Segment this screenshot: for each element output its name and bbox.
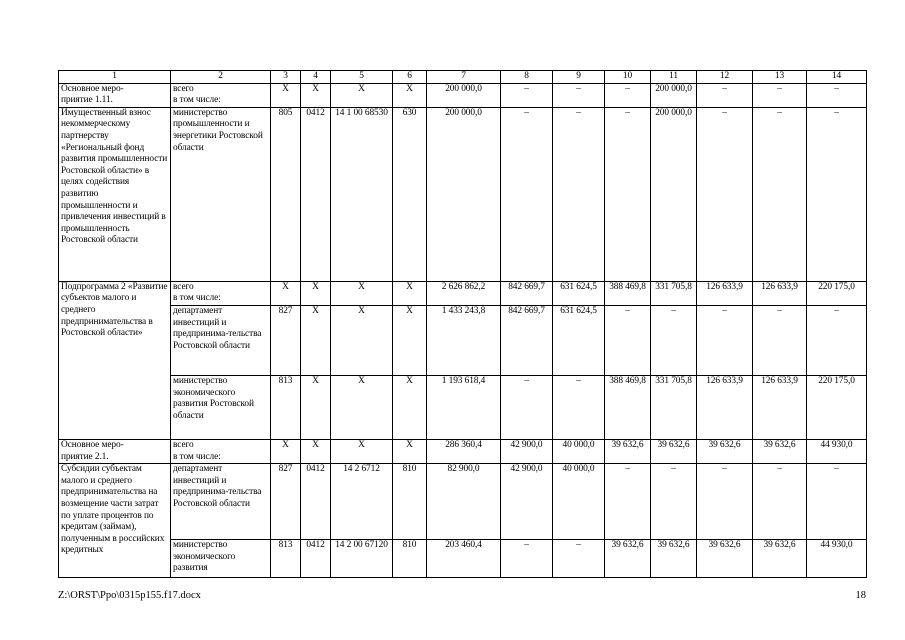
cell-c12: 39 632,6 [697, 540, 753, 578]
cell-c2: министерство промышленности и энергетики Ростовской области [171, 107, 271, 281]
cell-c8: 842 669,7 [501, 281, 553, 305]
cell-c13: – [753, 83, 807, 107]
cell-c5: Х [331, 305, 393, 375]
cell-c10: – [605, 305, 651, 375]
cell-c6: Х [393, 439, 427, 463]
cell-c12: 126 633,9 [697, 281, 753, 305]
cell-c6: 810 [393, 464, 427, 540]
cell-c8: 42 900,0 [501, 439, 553, 463]
cell-c13: – [753, 305, 807, 375]
cell-c5: Х [331, 83, 393, 107]
cell-c12: – [697, 83, 753, 107]
col-header-2: 2 [171, 71, 271, 84]
cell-c2: министерство экономического развития [171, 540, 271, 578]
cell-c10: – [605, 107, 651, 281]
cell-c11: 39 632,6 [651, 540, 697, 578]
cell-c10: 39 632,6 [605, 540, 651, 578]
cell-c14: – [807, 464, 867, 540]
cell-c5: 14 1 00 68530 [331, 107, 393, 281]
cell-c4: 0412 [301, 464, 331, 540]
cell-c9: 631 624,5 [553, 281, 605, 305]
cell-c10: 388 469,8 [605, 281, 651, 305]
cell-c11: 200 000,0 [651, 107, 697, 281]
cell-c8: 842 669,7 [501, 305, 553, 375]
cell-c7: 203 460,4 [427, 540, 501, 578]
cell-c5: 14 2 00 67120 [331, 540, 393, 578]
cell-c1: Подпрограмма 2 «Развитие субъектов малого и среднего предпринимательства в Ростовской области» [59, 281, 171, 439]
cell-c2: министерство экономического развития Ростовской области [171, 375, 271, 439]
cell-c3: Х [271, 439, 301, 463]
cell-c13: 126 633,9 [753, 375, 807, 439]
cell-c3: 827 [271, 464, 301, 540]
col-header-5: 5 [331, 71, 393, 84]
cell-c9: 40 000,0 [553, 439, 605, 463]
col-header-3: 3 [271, 71, 301, 84]
col-header-4: 4 [301, 71, 331, 84]
cell-c7: 1 433 243,8 [427, 305, 501, 375]
cell-c3: 827 [271, 305, 301, 375]
cell-c5: Х [331, 281, 393, 305]
cell-c10: 39 632,6 [605, 439, 651, 463]
cell-c12: – [697, 464, 753, 540]
cell-c6: Х [393, 305, 427, 375]
col-header-7: 7 [427, 71, 501, 84]
cell-c7: 200 000,0 [427, 107, 501, 281]
cell-c11: 331 705,8 [651, 281, 697, 305]
cell-c10: – [605, 83, 651, 107]
cell-c13: 39 632,6 [753, 439, 807, 463]
cell-c9: – [553, 540, 605, 578]
cell-c12: – [697, 107, 753, 281]
cell-c13: – [753, 107, 807, 281]
cell-c13: 39 632,6 [753, 540, 807, 578]
cell-c4: Х [301, 83, 331, 107]
cell-c5: Х [331, 439, 393, 463]
cell-c14: 44 930,0 [807, 540, 867, 578]
table-row [59, 540, 867, 578]
cell-c7: 1 193 618,4 [427, 375, 501, 439]
cell-c12: 126 633,9 [697, 375, 753, 439]
cell-c3: 813 [271, 540, 301, 578]
cell-c2: всего в том числе: [171, 83, 271, 107]
cell-c8: – [501, 540, 553, 578]
col-header-6: 6 [393, 71, 427, 84]
cell-c6: Х [393, 83, 427, 107]
cell-c6: 630 [393, 107, 427, 281]
cell-c1: Субсидии субъектам малого и среднего предпринимательства на возмещение части затрат по уплате процентов по кредитам (займам), полученным в российских кредитных [59, 464, 171, 578]
col-header-10: 10 [605, 71, 651, 84]
cell-c4: 0412 [301, 540, 331, 578]
cell-c1: Основное меро- приятие 1.11. [59, 83, 171, 107]
cell-c7: 200 000,0 [427, 83, 501, 107]
cell-c11: 39 632,6 [651, 439, 697, 463]
cell-c11: – [651, 305, 697, 375]
cell-c2: всего в том числе: [171, 439, 271, 463]
cell-c1: Основное меро- приятие 2.1. [59, 439, 171, 463]
cell-c6: Х [393, 281, 427, 305]
table-row [59, 375, 867, 439]
cell-c14: – [807, 305, 867, 375]
cell-c5: Х [331, 375, 393, 439]
col-header-8: 8 [501, 71, 553, 84]
col-header-11: 11 [651, 71, 697, 84]
table-row [59, 107, 867, 281]
footer-page-number: 18 [855, 590, 866, 601]
cell-c8: – [501, 83, 553, 107]
table-row [59, 305, 867, 375]
cell-c8: 42 900,0 [501, 464, 553, 540]
cell-c14: 220 175,0 [807, 281, 867, 305]
cell-c9: – [553, 107, 605, 281]
cell-c3: Х [271, 83, 301, 107]
table-row [59, 439, 867, 463]
cell-c4: Х [301, 439, 331, 463]
cell-c7: 2 626 862,2 [427, 281, 501, 305]
cell-c10: – [605, 464, 651, 540]
cell-c3: 813 [271, 375, 301, 439]
table-row [59, 281, 867, 305]
col-header-13: 13 [753, 71, 807, 84]
cell-c2: департамент инвестиций и предпринима-тельства Ростовской области [171, 305, 271, 375]
cell-c1: Имущественный взнос некоммерческому партнерству «Региональный фонд развития промышленности Ростовской области» в целях содействия развитию промышленности и привлечения инвестиций в промышленность Ростовской области [59, 107, 171, 281]
cell-c12: – [697, 305, 753, 375]
cell-c5: 14 2 6712 [331, 464, 393, 540]
cell-c12: 39 632,6 [697, 439, 753, 463]
cell-c11: 331 705,8 [651, 375, 697, 439]
cell-c6: 810 [393, 540, 427, 578]
col-header-12: 12 [697, 71, 753, 84]
cell-c2: всего в том числе: [171, 281, 271, 305]
cell-c9: – [553, 83, 605, 107]
col-header-9: 9 [553, 71, 605, 84]
table-row [59, 83, 867, 107]
cell-c8: – [501, 375, 553, 439]
cell-c9: 40 000,0 [553, 464, 605, 540]
cell-c4: Х [301, 375, 331, 439]
cell-c14: 220 175,0 [807, 375, 867, 439]
cell-c14: 44 930,0 [807, 439, 867, 463]
cell-c4: Х [301, 305, 331, 375]
col-header-14: 14 [807, 71, 867, 84]
footer-file-path: Z:\ORST\Ppo\0315p155.f17.docx [58, 590, 201, 601]
cell-c13: – [753, 464, 807, 540]
cell-c8: – [501, 107, 553, 281]
budget-table [58, 70, 867, 578]
header-row [59, 71, 867, 84]
cell-c14: – [807, 107, 867, 281]
cell-c7: 286 360,4 [427, 439, 501, 463]
cell-c2: департамент инвестиций и предпринима-тельства Ростовской области [171, 464, 271, 540]
cell-c6: Х [393, 375, 427, 439]
cell-c14: – [807, 83, 867, 107]
cell-c9: 631 624,5 [553, 305, 605, 375]
cell-c11: 200 000,0 [651, 83, 697, 107]
table-row [59, 464, 867, 540]
cell-c3: 805 [271, 107, 301, 281]
cell-c13: 126 633,9 [753, 281, 807, 305]
col-header-1: 1 [59, 71, 171, 84]
cell-c7: 82 900,0 [427, 464, 501, 540]
cell-c10: 388 469,8 [605, 375, 651, 439]
cell-c11: – [651, 464, 697, 540]
cell-c4: Х [301, 281, 331, 305]
cell-c3: Х [271, 281, 301, 305]
cell-c4: 0412 [301, 107, 331, 281]
cell-c9: – [553, 375, 605, 439]
